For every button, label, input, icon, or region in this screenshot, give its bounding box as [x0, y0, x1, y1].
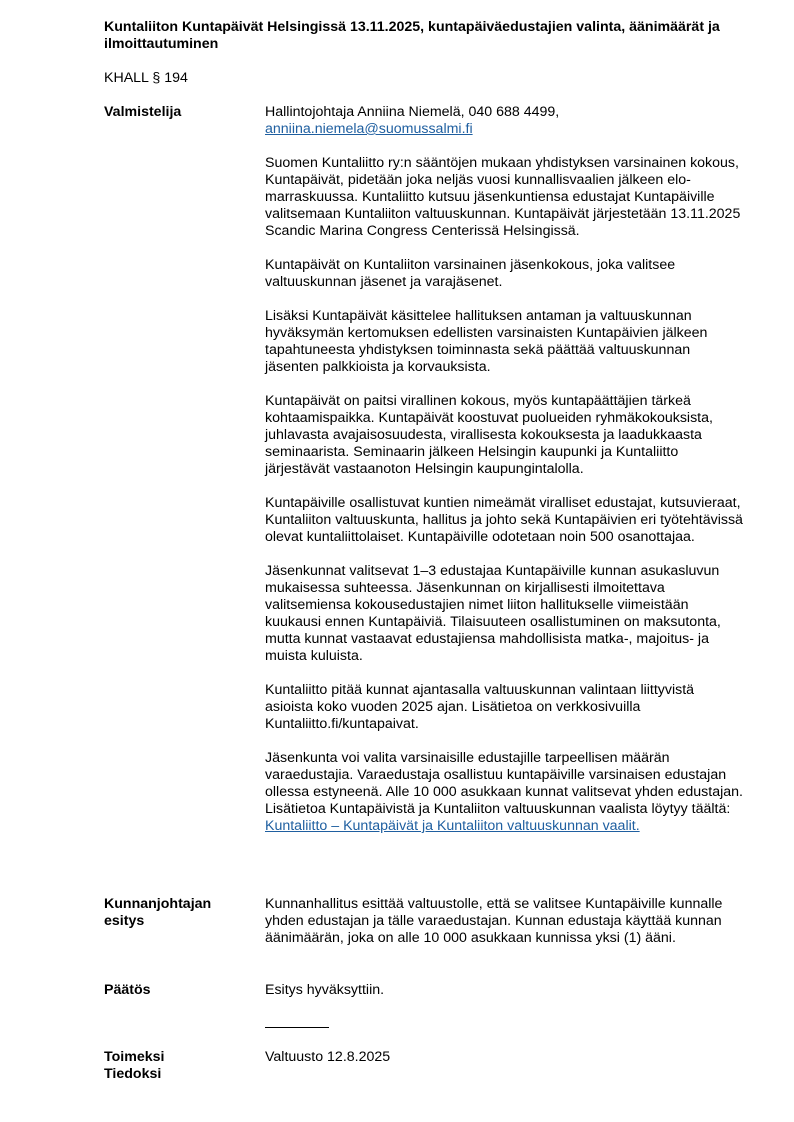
paragraph: Kuntapäiville osallistuvat kuntien nimeämät viralliset edustajat, kutsuvieraat, Kuntaliiton valtuuskunta, hallitus ja johto sekä Kuntapäivien eri työtehtävissä olevat kuntaliittolaiset. Kuntapäiville odotetaan noin 500 osanottajaa. [265, 495, 743, 545]
label-paatos: Päätös [104, 982, 151, 998]
paragraph-text: Jäsenkunta voi valita varsinaisille edustajille tarpeellisen määrän varaedustajia. Varaedustaja osallistuu kuntapäiville varsinaisen edustajan ollessa estyneenä. Alle 10 000 asukkaan kunnat valitsevat yhden edustajan. Lisätietoa Kuntapäivistä ja Kuntaliiton valtuuskunnan vaalista löytyy täältä: [265, 750, 743, 817]
toimeksi-content [265, 1049, 745, 1066]
label-line: Tiedoksi [104, 1066, 162, 1082]
valmistelija-content [265, 104, 745, 835]
label-valmistelija: Valmistelija [104, 104, 182, 120]
paragraph: Jäsenkunnat valitsevat 1–3 edustajaa Kuntapäiville kunnan asukasluvun mukaisessa suhteessa. Jäsenkunnan on kirjallisesti ilmoitettava valitsemiensa kokousedustajien nimet liiton hallitukselle viimeistään kuukausi ennen Kuntapäiviä. Tilaisuuteen osallistuminen on maksutonta, mutta kunnat vastaavat edustajiensa mahdollisista matka-, majoitus- ja muista kuluista. [265, 563, 721, 664]
paragraph: Kuntapäivät on paitsi virallinen kokous, myös kuntapäättäjien tärkeä kohtaamispaikka. Kuntapäivät koostuvat puolueiden ryhmäkokouksista, juhlavasta avajaisosuudesta, virallisesta kokouksesta ja laadukkaasta seminaarista. Seminaarin jälkeen Helsingin kaupunki ja Kuntaliitto järjestävät vastaanoton Helsingin kaupungintalolla. [265, 393, 713, 477]
esitys-content [265, 896, 745, 947]
signature-line [265, 1027, 329, 1028]
preparer-info [265, 104, 745, 138]
paragraph-with-link [265, 750, 745, 835]
email-link[interactable]: anniina.niemela@suomussalmi.fi [265, 121, 473, 137]
kuntapaivat-link[interactable]: Kuntaliitto – Kuntapäivät ja Kuntaliiton valtuuskunnan vaalit. [265, 818, 640, 834]
label-toimeksi [104, 1049, 254, 1083]
proposal-text: Kunnanhallitus esittää valtuustolle, että se valitsee Kuntapäiville kunnalle yhden edustajan ja tälle varaedustajan. Kunnan edustaja käyttää kunnan äänimäärän, joka on alle 10 000 asukkaan kunnissa yksi (1) ääni. [265, 896, 723, 946]
label-line: Kunnanjohtajan [104, 896, 212, 912]
paragraph: Kuntapäivät on Kuntaliiton varsinainen jäsenkokous, joka valitsee valtuuskunnan jäsenet ja varajäsenet. [265, 257, 676, 290]
recipient-text: Valtuusto 12.8.2025 [265, 1049, 391, 1065]
paragraph: Suomen Kuntaliitto ry:n sääntöjen mukaan yhdistyksen varsinainen kokous, Kuntapäivät, pidetään joka neljäs vuosi kunnallisvaalien jälkeen elo-marraskuussa. Kuntaliitto kutsuu jäsenkuntiensa edustajat Kuntapäiville valitsemaan Kuntaliiton valtuuskunnan. Kuntapäivät järjestetään 13.11.2025 Scandic Marina Congress Centerissä Helsingissä. [265, 155, 741, 239]
label-esitys [104, 896, 254, 930]
label-line: Toimeksi [104, 1049, 165, 1065]
preparer-text: Hallintojohtaja Anniina Niemelä, 040 688 4499, [265, 104, 560, 120]
decision-text: Esitys hyväksyttiin. [265, 982, 385, 998]
document-title: Kuntaliiton Kuntapäivät Helsingissä 13.11.2025, kuntapäiväedustajien valinta, äänimäärät ja ilmoittautuminen [104, 19, 720, 52]
section-reference: KHALL § 194 [104, 70, 188, 86]
label-line: esitys [104, 913, 145, 929]
paragraph: Lisäksi Kuntapäivät käsittelee hallituksen antaman ja valtuuskunnan hyväksymän kertomuksen edellisten varsinaisten Kuntapäivien jälkeen tapahtuneesta yhdistyksen toiminnasta sekä päättää valtuuskunnan jäsenten palkkioista ja korvauksista. [265, 308, 708, 375]
paatos-content [265, 982, 745, 999]
paragraph: Kuntaliitto pitää kunnat ajantasalla valtuuskunnan valintaan liittyvistä asioista koko vuoden 2025 ajan. Lisätietoa on verkkosivuilla Kuntaliitto.fi/kuntapaivat. [265, 682, 695, 732]
